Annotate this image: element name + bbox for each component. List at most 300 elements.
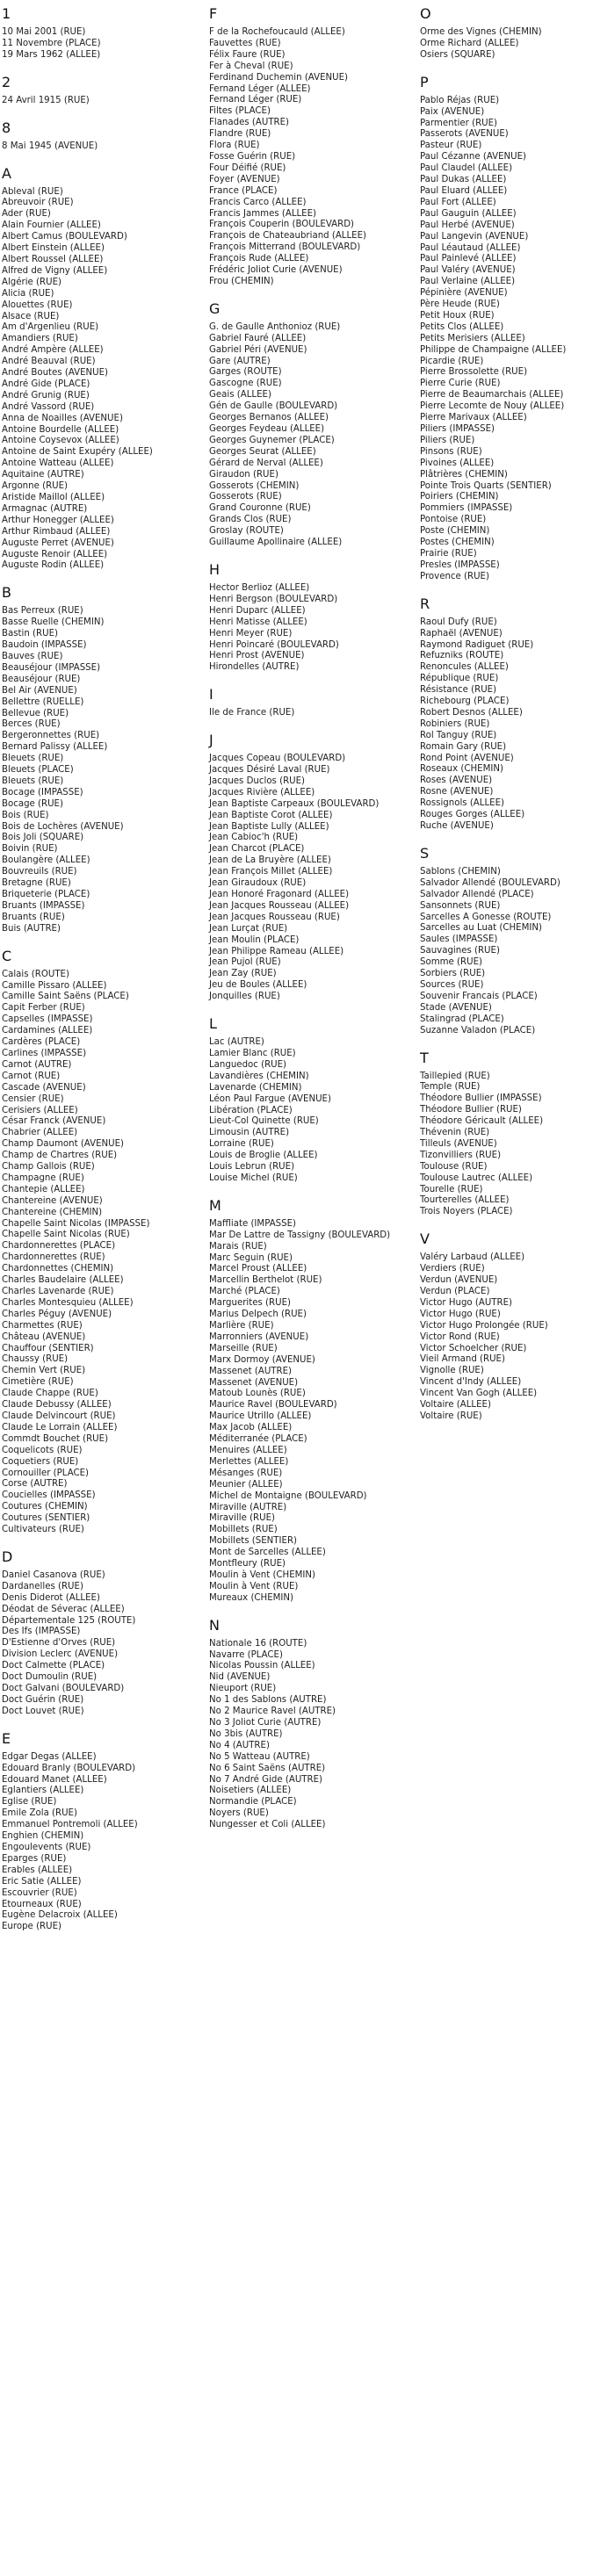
street-entry: Petits Clos (ALLEE) (420, 321, 504, 332)
street-entry: Alsace (RUE) (2, 311, 60, 321)
street-entry: Maurice Utrillo (ALLEE) (209, 1411, 312, 1422)
street-entry: Arthur Rimbaud (ALLEE) (2, 526, 111, 537)
street-entry: Eglantiers (ALLEE) (2, 1786, 84, 1796)
street-entry: Carnot (AUTRE) (2, 1059, 72, 1070)
street-entry: Maffliate (IMPASSE) (209, 1218, 297, 1229)
street-entry: Jean Lurçat (RUE) (209, 923, 288, 934)
street-entry: Petits Merisiers (ALLEE) (420, 333, 525, 343)
street-entry: Piliers (RUE) (420, 435, 475, 445)
street-entry: Jean Baptiste Corot (ALLEE) (209, 810, 333, 820)
street-entry: Nicolas Poussin (ALLEE) (209, 1661, 315, 1671)
street-entry: Antoine de Saint Exupéry (ALLEE) (2, 447, 153, 458)
street-list (209, 583, 424, 674)
street-entry: Coquetiers (RUE) (2, 1456, 79, 1467)
index-section (420, 75, 591, 583)
index-section (2, 120, 199, 153)
index-section (2, 949, 199, 1536)
street-entry: Mobillets (SENTIER) (209, 1536, 298, 1547)
street-entry: Champagne (RUE) (2, 1173, 84, 1183)
street-entry: Michel de Montaigne (BOULEVARD) (209, 1490, 367, 1501)
street-entry: Edouard Manet (ALLEE) (2, 1774, 107, 1785)
index-section (209, 687, 424, 719)
street-entry: Corse (AUTRE) (2, 1479, 68, 1490)
street-entry: Jacques Désiré Laval (RUE) (209, 765, 330, 776)
street-entry: Max Jacob (ALLEE) (209, 1423, 293, 1433)
street-entry: Chauffour (SENTIER) (2, 1343, 94, 1353)
street-entry: Eugène Delacroix (ALLEE) (2, 1910, 118, 1921)
street-entry: Stade (AVENUE) (420, 1002, 492, 1013)
street-entry: Thévenin (RUE) (420, 1128, 490, 1138)
street-entry: Château (AVENUE) (2, 1331, 86, 1342)
index-section (209, 1016, 424, 1185)
street-entry: Bretagne (RUE) (2, 878, 71, 889)
street-entry: Ruche (AVENUE) (420, 821, 494, 831)
street-entry: Somme (RUE) (420, 957, 482, 968)
street-entry: Groslay (ROUTE) (209, 526, 284, 537)
street-entry: Pommiers (IMPASSE) (420, 503, 513, 514)
street-entry: Coucielles (IMPASSE) (2, 1490, 96, 1501)
street-entry: Pierre Brossolette (RUE) (420, 367, 528, 378)
street-entry: Henri Duparc (ALLEE) (209, 605, 306, 616)
index-section (209, 562, 424, 674)
street-entry: Raphaël (AVENUE) (420, 628, 503, 639)
index-section (209, 1618, 424, 1831)
street-entry: Frédéric Joliot Curie (AVENUE) (209, 265, 343, 276)
street-entry: Ferdinand Duchemin (AVENUE) (209, 72, 348, 83)
street-entry: Fer à Cheval (RUE) (209, 61, 293, 71)
street-entry: Souvenir Francais (PLACE) (420, 991, 538, 1001)
street-entry: Armagnac (AUTRE) (2, 503, 88, 514)
street-entry: Verdun (PLACE) (420, 1287, 490, 1296)
street-entry: Pablo Réjas (RUE) (420, 95, 500, 105)
street-entry: Francis Carco (ALLEE) (209, 197, 307, 207)
street-entry: Presles (IMPASSE) (420, 559, 500, 570)
street-entry: Charles Lavenarde (RUE) (2, 1287, 114, 1296)
section-letter-heading: V (420, 1230, 430, 1248)
street-list (209, 708, 424, 719)
street-entry: Chardonnettes (CHEMIN) (2, 1264, 114, 1274)
street-entry: Merlettes (ALLEE) (209, 1456, 289, 1467)
section-letter-heading: 1 (2, 5, 11, 22)
street-entry: Jacques Rivière (ALLEE) (209, 787, 315, 797)
street-entry: Baudoin (IMPASSE) (2, 640, 87, 651)
street-entry: 19 Mars 1962 (ALLEE) (2, 49, 101, 60)
street-entry: Vieil Armand (RUE) (420, 1354, 505, 1365)
street-entry: Bleuets (PLACE) (2, 765, 74, 776)
street-entry: André Gide (PLACE) (2, 379, 90, 389)
street-entry: Marlière (RUE) (209, 1321, 274, 1331)
street-entry: Parmentier (RUE) (420, 118, 498, 128)
street-entry: Chantereine (AVENUE) (2, 1195, 103, 1206)
index-section (2, 166, 199, 573)
street-entry: François de Chateaubriand (ALLEE) (209, 231, 366, 242)
street-entry: Arthur Honegger (ALLEE) (2, 515, 114, 525)
street-entry: Chardonnerettes (RUE) (2, 1252, 105, 1263)
street-entry: Philippe de Champaigne (ALLEE) (420, 344, 567, 355)
street-entry: Daniel Casanova (RUE) (2, 1569, 105, 1580)
street-entry: Jonquilles (RUE) (209, 992, 280, 1002)
street-entry: Four Déifié (RUE) (209, 162, 286, 173)
street-entry: Victor Hugo (RUE) (420, 1309, 501, 1319)
street-entry: Bocage (IMPASSE) (2, 787, 83, 797)
street-entry: Normandie (PLACE) (209, 1797, 297, 1808)
street-entry: Victor Rond (RUE) (420, 1331, 500, 1342)
street-entry: Théodore Géricault (ALLEE) (420, 1116, 544, 1127)
street-entry: Jean Cabioc'h (RUE) (209, 833, 299, 843)
street-entry: Pépinière (AVENUE) (420, 288, 508, 299)
street-entry: Pierre Marivaux (ALLEE) (420, 413, 527, 423)
street-entry: Bel Air (AVENUE) (2, 685, 77, 696)
street-entry: Cerisiers (ALLEE) (2, 1105, 78, 1115)
section-letter-heading: R (420, 595, 430, 612)
street-entry: Plâtrières (CHEMIN) (420, 469, 508, 480)
street-entry: Am d'Argenlieu (RUE) (2, 322, 99, 333)
street-entry: Gosserots (CHEMIN) (209, 480, 300, 491)
street-list (420, 1252, 591, 1423)
street-entry: Charles Péguy (AVENUE) (2, 1309, 112, 1319)
street-entry: Mar De Lattre de Tassigny (BOULEVARD) (209, 1230, 391, 1240)
street-entry: Bouvreuils (RUE) (2, 867, 77, 877)
street-entry: Flandre (RUE) (209, 129, 271, 140)
street-entry: Berces (RUE) (2, 719, 61, 730)
street-entry: Lamier Blanc (RUE) (209, 1048, 296, 1058)
street-entry: Victor Hugo (AUTRE) (420, 1297, 512, 1308)
street-entry: Pierre Curie (RUE) (420, 379, 501, 389)
street-entry: Bellettre (RUELLE) (2, 696, 84, 707)
section-letter-heading: M (209, 1196, 221, 1214)
street-list (420, 617, 591, 833)
street-list (2, 1570, 199, 1718)
street-entry: Carlines (IMPASSE) (2, 1048, 87, 1058)
street-entry: Rol Tanguy (RUE) (420, 730, 497, 740)
street-entry: Enghien (CHEMIN) (2, 1831, 84, 1842)
street-entry: Pierre de Beaumarchais (ALLEE) (420, 390, 564, 400)
street-entry: Marius Delpech (RUE) (209, 1310, 307, 1320)
street-list (420, 867, 591, 1037)
street-entry: Champ Gallois (RUE) (2, 1162, 95, 1173)
street-entry: Claude Chappe (RUE) (2, 1389, 98, 1399)
street-entry: Nid (AVENUE) (209, 1672, 271, 1683)
street-entry: G. de Gaulle Anthonioz (RUE) (209, 321, 341, 332)
street-entry: Claude Debussy (ALLEE) (2, 1400, 112, 1411)
street-list (420, 1072, 591, 1219)
street-entry: Jean de La Bruyère (ALLEE) (209, 855, 331, 866)
street-entry: Paul Léautaud (ALLEE) (420, 242, 521, 253)
street-entry: Paul Dukas (ALLEE) (420, 175, 507, 185)
street-entry: Basse Ruelle (CHEMIN) (2, 617, 105, 628)
street-entry: Emmanuel Pontremoli (ALLEE) (2, 1820, 138, 1830)
street-entry: Cardamines (ALLEE) (2, 1026, 93, 1036)
street-entry: Argonne (RUE) (2, 481, 69, 492)
street-list (2, 187, 199, 573)
street-entry: Marx Dormoy (AVENUE) (209, 1354, 315, 1365)
street-list (2, 970, 199, 1536)
street-entry: Auguste Rodin (ALLEE) (2, 560, 105, 571)
section-letter-heading: D (2, 1548, 13, 1565)
street-entry: Fernand Léger (ALLEE) (209, 83, 311, 94)
street-entry: Romain Gary (RUE) (420, 741, 507, 752)
section-letter-heading: P (420, 73, 429, 90)
street-entry: Rouges Gorges (ALLEE) (420, 810, 525, 820)
street-entry: Fauvettes (RUE) (209, 38, 281, 48)
street-entry: No 3bis (AUTRE) (209, 1728, 283, 1739)
street-entry: Georges Bernanos (ALLEE) (209, 413, 329, 423)
street-entry: Moulin à Vent (CHEMIN) (209, 1569, 316, 1580)
street-entry: Engoulevents (RUE) (2, 1842, 91, 1852)
street-entry: Cascade (AVENUE) (2, 1082, 86, 1093)
street-list (2, 141, 199, 153)
section-letter-heading: S (420, 844, 430, 862)
street-entry: Bois de Lochères (AVENUE) (2, 821, 124, 832)
street-entry: André Vassord (RUE) (2, 401, 95, 412)
street-entry: Tilleuls (AVENUE) (420, 1138, 497, 1149)
street-entry: Paul Herbé (AVENUE) (420, 220, 515, 230)
section-letter-heading: N (209, 1616, 220, 1634)
street-entry: Paix (AVENUE) (420, 106, 485, 117)
street-entry: Lavandières (CHEMIN) (209, 1071, 309, 1081)
street-entry: Nungesser et Coli (ALLEE) (209, 1820, 326, 1830)
street-entry: Claude Delvincourt (RUE) (2, 1411, 116, 1421)
street-entry: Ableval (RUE) (2, 186, 63, 197)
street-entry: André Boutes (AVENUE) (2, 368, 109, 379)
street-entry: Charles Baudelaire (ALLEE) (2, 1275, 124, 1286)
street-entry: Claude Le Lorrain (ALLEE) (2, 1422, 118, 1432)
street-entry: Jean Baptiste Lully (ALLEE) (209, 821, 329, 832)
street-entry: Division Leclerc (AVENUE) (2, 1649, 119, 1660)
street-entry: Eglise (RUE) (2, 1797, 57, 1808)
street-entry: Paul Fort (ALLEE) (420, 197, 496, 207)
street-entry: Mobillets (RUE) (209, 1525, 278, 1535)
street-entry: Gabriel Fauré (ALLEE) (209, 333, 307, 343)
street-entry: Taillepied (RUE) (420, 1071, 490, 1081)
street-entry: Bauves (RUE) (2, 651, 63, 661)
street-entry: Saules (IMPASSE) (420, 934, 498, 945)
street-entry: Jean Charcot (PLACE) (209, 844, 305, 855)
street-entry: Paul Langevin (AVENUE) (420, 231, 529, 242)
street-entry: Abreuvoir (RUE) (2, 198, 74, 208)
street-entry: Hector Berlioz (ALLEE) (209, 582, 310, 593)
street-list (2, 96, 199, 107)
street-entry: Marais (RUE) (209, 1241, 267, 1252)
street-entry: Edgar Degas (ALLEE) (2, 1751, 97, 1762)
street-entry: André Ampère (ALLEE) (2, 345, 104, 356)
street-entry: Auguste Renoir (ALLEE) (2, 549, 108, 559)
street-entry: Bergeronnettes (RUE) (2, 731, 100, 741)
street-entry: Champ Daumont (AVENUE) (2, 1139, 125, 1150)
index-section (420, 596, 591, 833)
street-entry: Filtes (PLACE) (209, 106, 271, 117)
street-entry: Léon Paul Fargue (AVENUE) (209, 1093, 331, 1104)
street-entry: Charles Montesquieu (ALLEE) (2, 1297, 134, 1308)
street-entry: Résistance (RUE) (420, 685, 497, 696)
section-letter-heading: 8 (2, 119, 11, 136)
street-entry: Emile Zola (RUE) (2, 1808, 77, 1819)
street-entry: Chantepie (ALLEE) (2, 1184, 85, 1194)
street-entry: Robiniers (RUE) (420, 718, 490, 729)
street-entry: Sorbiers (RUE) (420, 969, 486, 979)
street-entry: D'Estienne d'Orves (RUE) (2, 1638, 116, 1649)
section-letter-heading: 2 (2, 73, 11, 90)
street-entry: Foyer (AVENUE) (209, 174, 280, 184)
street-entry: Grand Couronne (RUE) (209, 503, 311, 514)
street-entry: Champ de Chartres (RUE) (2, 1151, 118, 1161)
street-entry: Briqueterie (PLACE) (2, 890, 90, 899)
street-entry: Alicia (RUE) (2, 288, 54, 299)
street-entry: Marc Seguin (RUE) (209, 1252, 293, 1263)
index-section (420, 6, 591, 61)
street-entry: Bruants (IMPASSE) (2, 900, 85, 911)
section-letter-heading: L (209, 1015, 217, 1033)
street-entry: Vincent Van Gogh (ALLEE) (420, 1389, 538, 1399)
street-entry: Dardanelles (RUE) (2, 1581, 83, 1591)
street-entry: Victor Hugo Prolongée (RUE) (420, 1320, 548, 1331)
street-entry: Rond Point (AVENUE) (420, 753, 514, 763)
street-entry: Libération (PLACE) (209, 1105, 293, 1115)
street-list (209, 1639, 424, 1831)
street-entry: Beauséjour (IMPASSE) (2, 662, 101, 673)
street-entry: Chabrier (ALLEE) (2, 1128, 78, 1138)
street-entry: Louise Michel (RUE) (209, 1173, 298, 1183)
street-entry: François Rude (ALLEE) (209, 254, 309, 264)
street-entry: Temple (RUE) (420, 1082, 481, 1093)
street-list (2, 27, 199, 61)
street-entry: Chapelle Saint Nicolas (RUE) (2, 1230, 130, 1240)
street-entry: Lavenarde (CHEMIN) (209, 1082, 302, 1093)
street-entry: Moulin à Vent (RUE) (209, 1581, 299, 1591)
street-entry: Jean Pujol (RUE) (209, 957, 281, 968)
street-entry: Nieuport (RUE) (209, 1684, 277, 1694)
street-entry: Louis de Broglie (ALLEE) (209, 1151, 318, 1161)
street-entry: Garges (ROUTE) (209, 367, 282, 378)
street-entry: Départementale 125 (ROUTE) (2, 1615, 136, 1626)
street-entry: Georges Feydeau (ALLEE) (209, 424, 325, 434)
street-entry: Verdiers (RUE) (420, 1264, 485, 1274)
street-entry: Lac (AUTRE) (209, 1037, 264, 1048)
street-entry: Salvador Allendé (BOULEVARD) (420, 877, 560, 888)
street-entry: Menuires (ALLEE) (209, 1445, 287, 1455)
street-entry: Censier (RUE) (2, 1093, 64, 1104)
street-entry: Méditerranée (PLACE) (209, 1434, 307, 1445)
street-entry: Théodore Bullier (IMPASSE) (420, 1093, 542, 1104)
street-entry: Paul Cézanne (AVENUE) (420, 152, 527, 162)
street-entry: Félix Faure (RUE) (209, 49, 286, 60)
street-entry: Chantereine (CHEMIN) (2, 1207, 103, 1217)
street-entry: Mureaux (CHEMIN) (209, 1592, 294, 1603)
street-entry: Charmettes (RUE) (2, 1320, 83, 1331)
index-section (209, 1198, 424, 1605)
street-entry: Cardères (PLACE) (2, 1037, 81, 1048)
street-entry: Marcel Proust (ALLEE) (209, 1264, 307, 1274)
street-entry: Mont de Sarcelles (ALLEE) (209, 1548, 326, 1558)
street-entry: Antoine Coysevox (ALLEE) (2, 436, 119, 446)
section-letter-heading: I (209, 686, 213, 704)
street-entry: Giraudon (RUE) (209, 469, 278, 480)
street-entry: Mésanges (RUE) (209, 1468, 283, 1478)
street-entry: Trois Noyers (PLACE) (420, 1207, 513, 1217)
street-list (209, 322, 424, 549)
street-entry: Gérard de Nerval (ALLEE) (209, 458, 323, 468)
street-entry: Ader (RUE) (2, 209, 51, 220)
street-entry: 11 Novembre (PLACE) (2, 38, 101, 48)
street-entry: No 1 des Sablons (AUTRE) (209, 1695, 327, 1706)
street-entry: France (PLACE) (209, 185, 278, 196)
street-entry: Camille Saint Saëns (PLACE) (2, 992, 129, 1002)
street-entry: Postes (CHEMIN) (420, 538, 495, 548)
street-entry: Guillaume Apollinaire (ALLEE) (209, 538, 343, 548)
street-entry: Jean Moulin (PLACE) (209, 934, 300, 945)
street-entry: Raymond Radiguet (RUE) (420, 639, 534, 650)
section-letter-heading: A (2, 164, 11, 182)
street-entry: Renoncules (ALLEE) (420, 662, 509, 673)
street-entry: Miraville (RUE) (209, 1513, 275, 1524)
street-entry: 24 Avril 1915 (RUE) (2, 95, 90, 105)
street-entry: Jean Zay (RUE) (209, 969, 277, 979)
street-entry: Camille Pissaro (ALLEE) (2, 980, 107, 991)
street-entry: Poiriers (CHEMIN) (420, 492, 499, 502)
street-entry: Maurice Ravel (BOULEVARD) (209, 1400, 337, 1411)
street-list (2, 606, 199, 934)
street-entry: Miraville (AUTRE) (209, 1502, 287, 1512)
section-letter-heading: E (2, 1729, 11, 1747)
street-entry: Pivoines (ALLEE) (420, 458, 495, 468)
street-entry: Bruants (RUE) (2, 912, 65, 922)
street-entry: Tourelle (RUE) (420, 1184, 483, 1194)
street-entry: Bas Perreux (RUE) (2, 606, 83, 617)
street-entry: Marcellin Berthelot (RUE) (209, 1275, 322, 1286)
street-entry: Europe (RUE) (2, 1922, 61, 1932)
index-section (209, 301, 424, 549)
index-section (420, 1050, 591, 1219)
street-entry: Bernard Palissy (ALLEE) (2, 742, 108, 753)
street-entry: Toulouse Lautrec (ALLEE) (420, 1173, 533, 1183)
street-entry: Alain Fournier (ALLEE) (2, 220, 101, 231)
street-entry: No 3 Joliot Curie (AUTRE) (209, 1718, 322, 1728)
street-entry: Tizonvilliers (RUE) (420, 1150, 502, 1160)
street-entry: Paul Gauguin (ALLEE) (420, 208, 517, 219)
street-entry: Richebourg (PLACE) (420, 696, 510, 707)
street-entry: Cornouiller (PLACE) (2, 1468, 90, 1478)
street-entry: Louis Lebrun (RUE) (209, 1162, 295, 1173)
street-entry: Eparges (RUE) (2, 1853, 67, 1864)
street-entry: Rossignols (ALLEE) (420, 798, 504, 809)
street-entry: Paul Painlevé (ALLEE) (420, 254, 517, 264)
street-entry: Marché (PLACE) (209, 1287, 280, 1297)
street-list (420, 27, 591, 61)
street-entry: 8 Mai 1945 (AVENUE) (2, 141, 98, 151)
street-entry: Anna de Noailles (AVENUE) (2, 413, 123, 423)
street-entry: Nationale 16 (ROUTE) (209, 1638, 307, 1649)
street-entry: Fernand Léger (RUE) (209, 95, 302, 105)
street-entry: Tourterelles (ALLEE) (420, 1195, 510, 1206)
street-entry: Gabriel Péri (AVENUE) (209, 344, 307, 355)
street-entry: Doct Calmette (PLACE) (2, 1661, 105, 1671)
street-entry: No 4 (AUTRE) (209, 1740, 270, 1750)
street-entry: Albert Roussel (ALLEE) (2, 254, 104, 264)
street-entry: Francis Jammes (ALLEE) (209, 208, 317, 219)
street-entry: Beauséjour (RUE) (2, 674, 81, 684)
street-entry: Henri Bergson (BOULEVARD) (209, 594, 338, 604)
street-entry: Pointe Trois Quarts (SENTIER) (420, 480, 552, 491)
street-entry: Osiers (SQUARE) (420, 49, 495, 60)
index-section (209, 732, 424, 1003)
index-section (420, 1231, 591, 1423)
street-entry: No 6 Saint Saëns (AUTRE) (209, 1763, 326, 1773)
street-entry: Sablons (CHEMIN) (420, 866, 501, 877)
street-entry: Frou (CHEMIN) (209, 276, 274, 286)
street-entry: Jean François Millet (ALLEE) (209, 867, 333, 877)
street-entry: Sansonnets (RUE) (420, 900, 501, 911)
street-entry: Doct Dumoulin (RUE) (2, 1672, 98, 1683)
